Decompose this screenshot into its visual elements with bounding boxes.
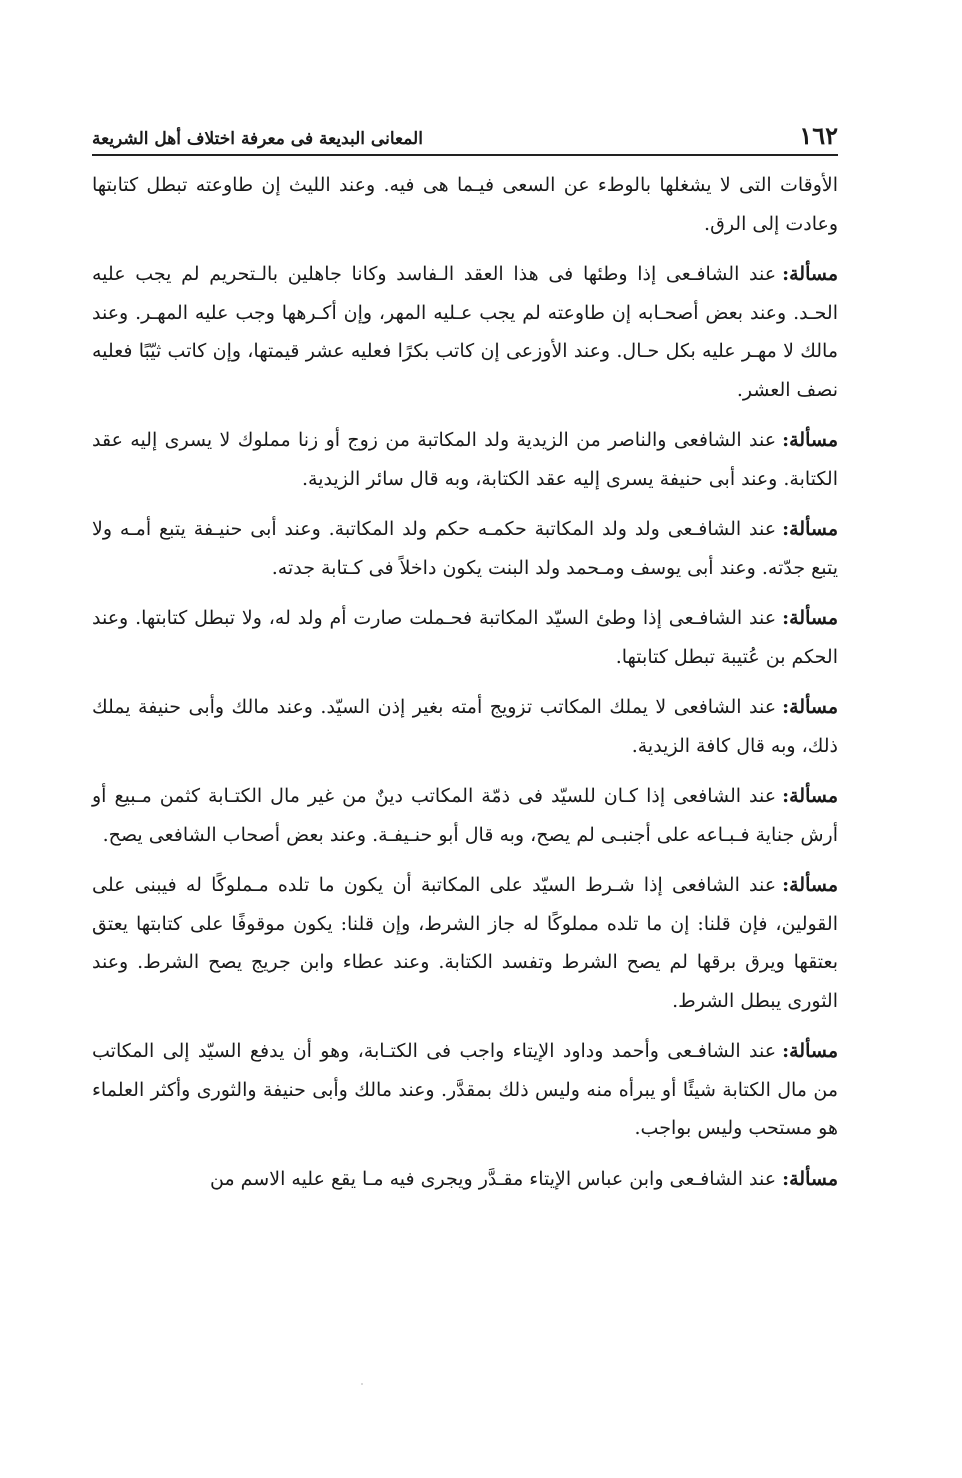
- issue-text: عند الشافـعى إذا وطئ السيّد المكاتبة فحـملت صارت أم ولد له، ولا تبطل كتابتها. وعند الحكم بن عُتيبة تبطل كتابتها.: [92, 607, 838, 668]
- issue-paragraph: [92, 866, 838, 1020]
- issue-label: مسألة:: [782, 874, 838, 896]
- running-title: المعانى البديعة فى معرفة اختلاف أهل الشريعة: [92, 129, 423, 149]
- issue-label: مسألة:: [782, 518, 838, 540]
- issue-paragraph: [92, 1160, 838, 1199]
- issue-text: عند الشافعى إذا شـرط السيّد على المكاتبة أن يكون ما تلده مـملوكًا له فيبنى على القولين، فإن قلنا: إن ما تلده مملوكًا له جاز الشرط، وإن قلنا: يكون موقوفًا على كتابتها يعتق بعتقها ويرق برقها لم يصح الشرط وتفسد الكتابة. وعند عطاء وابن جريج يصح الشرط. وعند الثورى يبطل الشرط.: [92, 874, 838, 1012]
- issue-text: عند الشافعى إذا كـان للسيّد فى ذمّة المكاتب دينٌ من غير مال الكتـابة كثمن مـبيع أو أرش جناية فـبـاعه على أجنبـى لم يصح، وبه قال أبو حنـيفـة. وعند بعض أصحاب الشافعى يصح.: [92, 785, 838, 846]
- issue-text: عند الشافعى والناصر من الزيدية ولد المكاتبة من زوج أو زنا مملوك لا يسرى إليه عقد الكتابة. وعند أبى حنيفة يسرى إليه عقد الكتابة، وبه قال سائر الزيدية.: [92, 429, 838, 490]
- book-page: [92, 112, 838, 1210]
- issue-paragraph: [92, 599, 838, 676]
- issue-label: مسألة:: [782, 429, 838, 451]
- issue-text: عند الشافـعى إذا وطئها فى هذا العقد الـفاسد وكانا جاهلين بالـتحريم لم يجب عليه الحـد. وعند بعض أصحـابه إن طاوعته لم يجب عـليه المهر، وإن أكـرهها وجب عليه المهـر. وعند مالك لا مهـر عليه بكل حـال. وعند الأوزعى إن كاتب بكرًا فعليه عشر قيمتها، وإن كاتب ثيّبًا فعليه نصف العشر.: [92, 263, 838, 401]
- issue-label: مسألة:: [782, 263, 838, 285]
- issue-label: مسألة:: [782, 607, 838, 629]
- issue-text: عند الشافعى لا يملك المكاتب تزويج أمته بغير إذن السيّد. وعند مالك وأبى حنيفة يملك ذلك، وبه قال كافة الزيدية.: [92, 696, 838, 757]
- page-body: [92, 166, 838, 1198]
- issue-paragraph: [92, 1032, 838, 1148]
- issue-paragraph: [92, 688, 838, 765]
- issue-text: عند الشافـعى وأحمد وداود الإيتاء واجب فى الكتـابة، وهو أن يدفع السيّد إلى المكاتب من مال الكتابة شيئًا أو يبرأه منه وليس ذلك بمقدَّر. وعند مالك وأبى حنيفة والثورى وأكثر العلماء هو مستحب وليس بواجب.: [92, 1040, 838, 1139]
- issue-paragraph: [92, 421, 838, 498]
- issue-text: عند الشافـعى وابن عباس الإيتاء مقـدَّر ويجرى فيه مـا يقع عليه الاسم من: [209, 1167, 777, 1190]
- issue-paragraph: [92, 777, 838, 854]
- page-header: [92, 112, 838, 156]
- page-number: ١٦٢: [799, 121, 838, 150]
- issue-paragraph: [92, 255, 838, 409]
- issue-text: عند الشافـعى ولد ولد المكاتبة حكمـه حكم ولد المكاتبة. وعند أبى حنيـفة يتبع أمـه ولا يتبع جدّته. وعند أبى يوسف ومـحمد ولد البنت يكون داخلاً فى كـتابة جدته.: [92, 518, 838, 579]
- issue-label: مسألة:: [782, 785, 838, 807]
- issue-label: مسألة:: [782, 696, 838, 718]
- intro-paragraph: الأوقات التى لا يشغلها بالوطء عن السعى فيـما هى فيه. وعند الليث إن طاوعته تبطل كتابتها وعادت إلى الرق.: [92, 174, 838, 235]
- issue-label: مسألة:: [782, 1040, 838, 1062]
- scan-speck: [361, 1383, 363, 1385]
- issue-label: مسألة:: [782, 1167, 838, 1190]
- issue-paragraph: [92, 510, 838, 587]
